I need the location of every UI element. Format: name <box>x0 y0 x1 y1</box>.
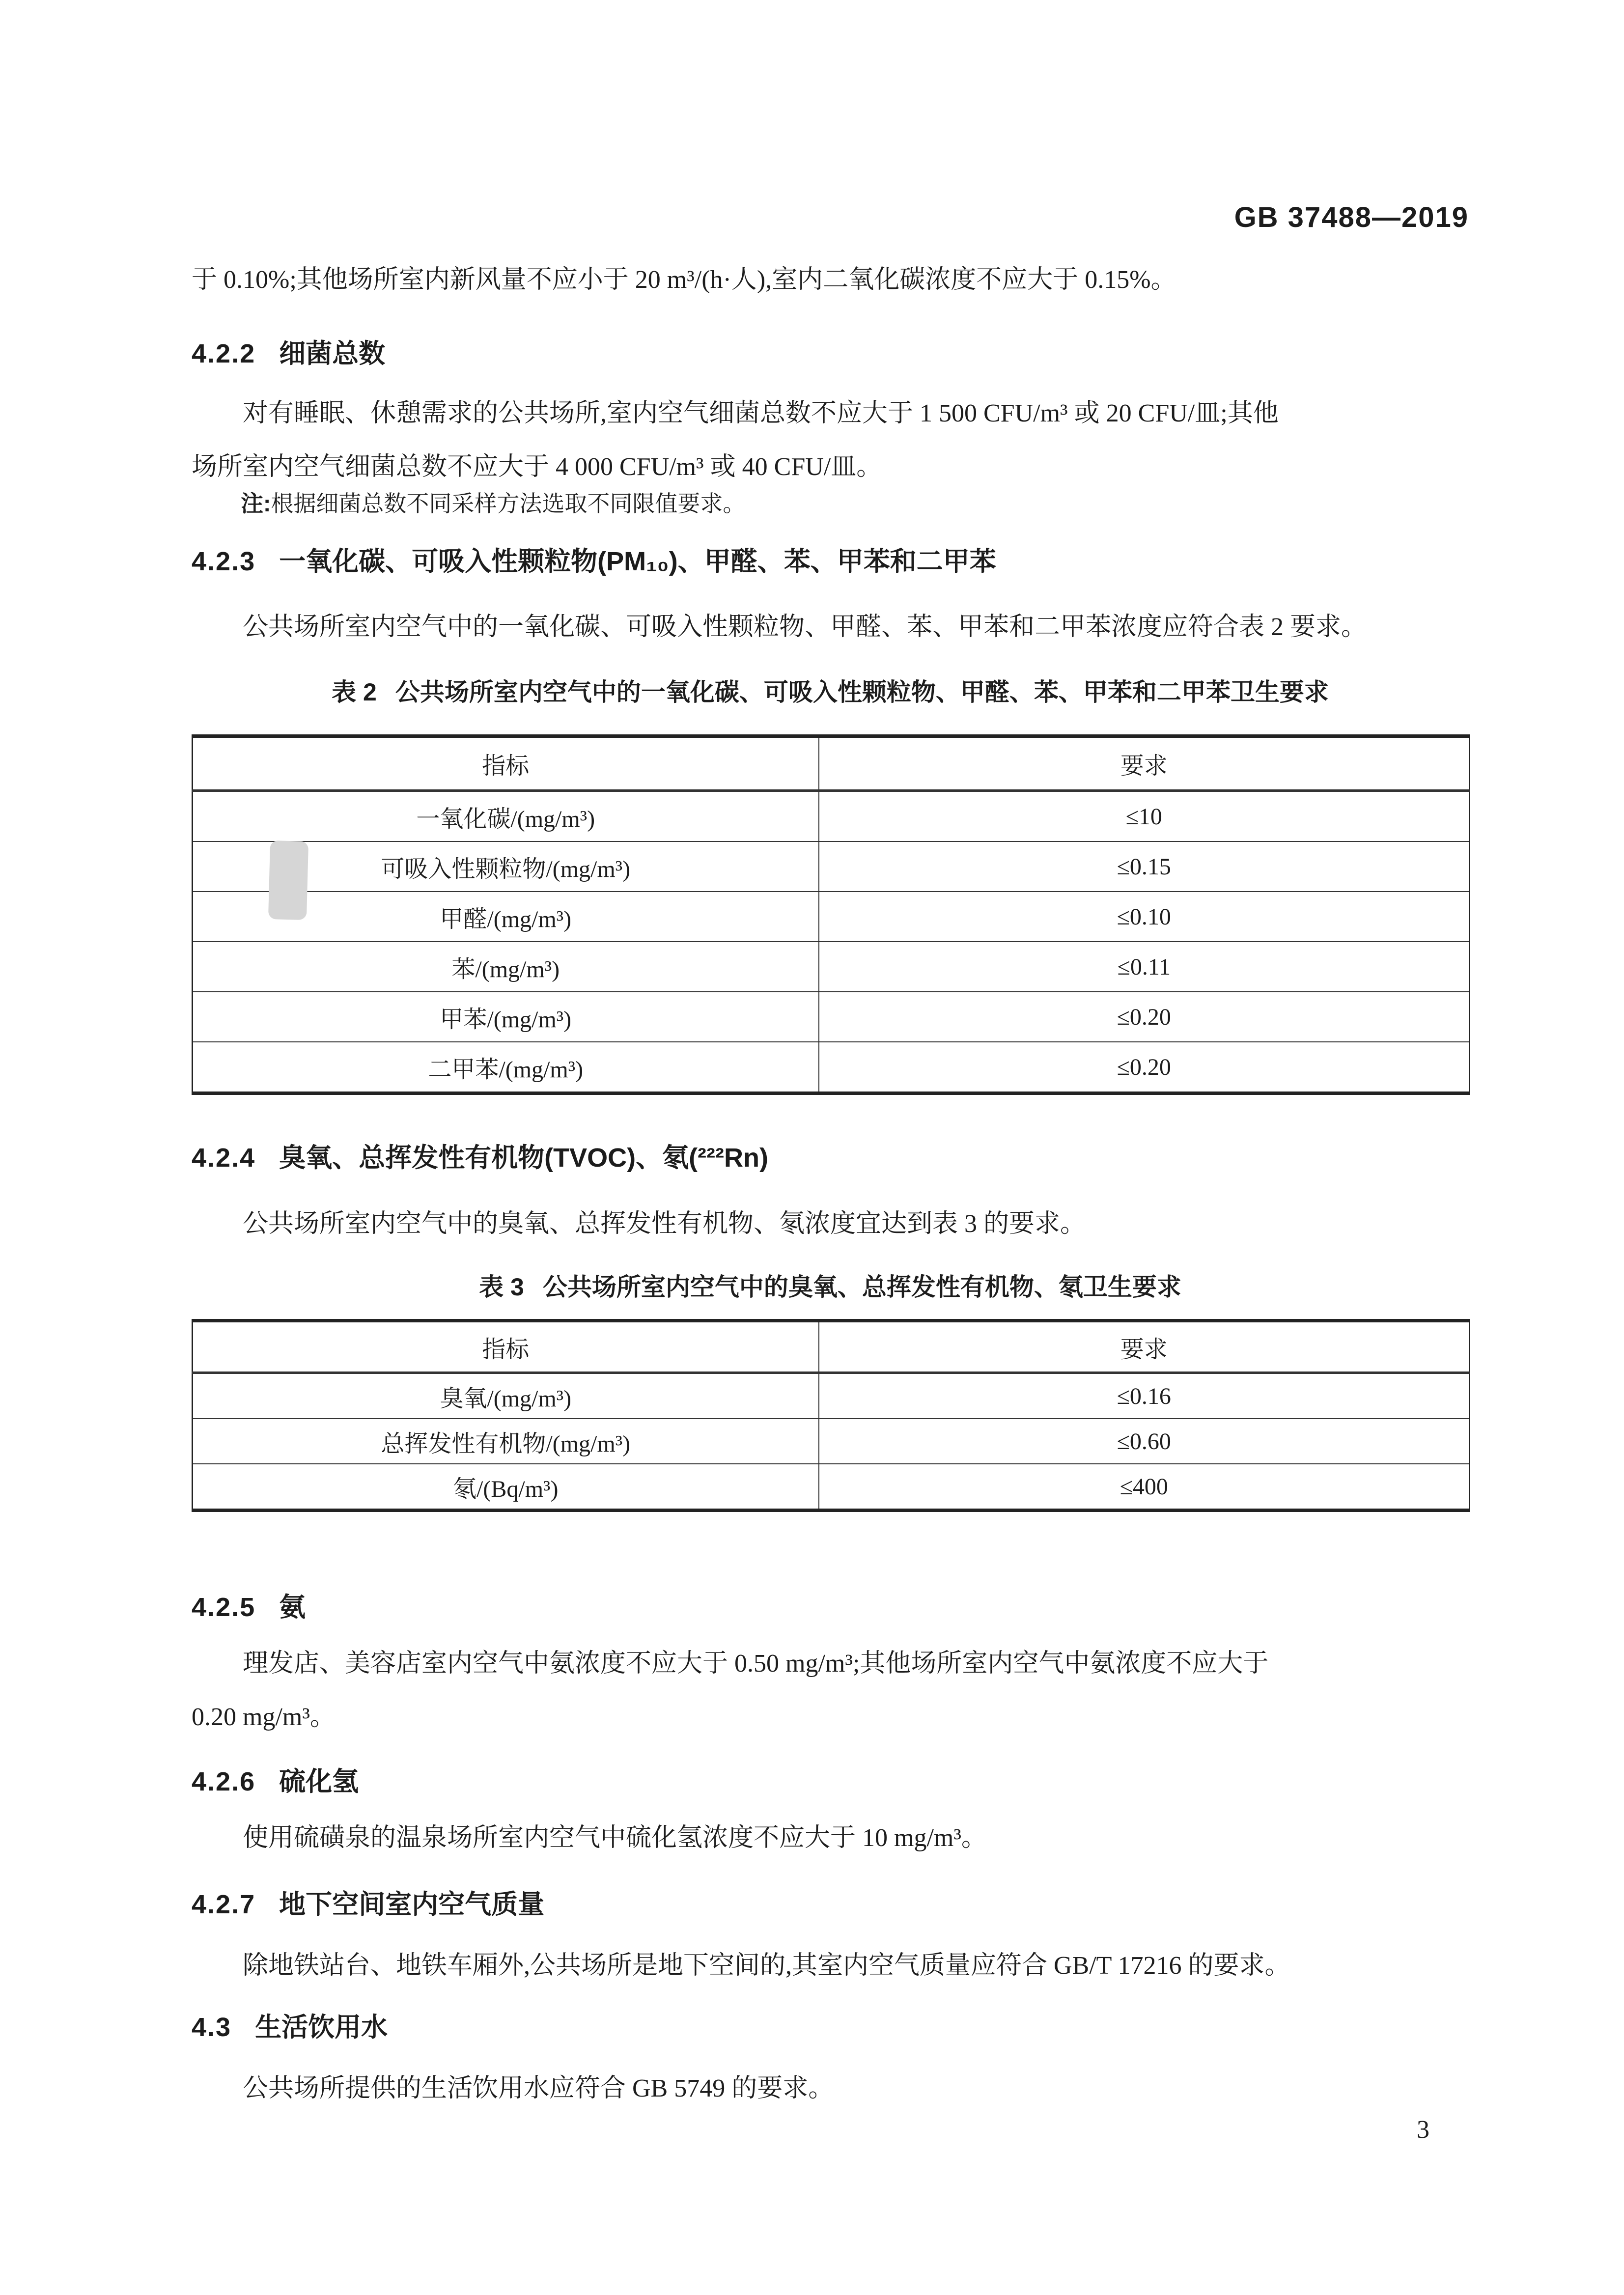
table3-caption <box>192 1271 1469 1303</box>
indicator-cell: 可吸入性颗粒物/(mg/m³) <box>193 841 819 892</box>
paragraph-4-2-3 <box>192 600 1469 654</box>
table-caption-label: 表 2 <box>332 678 377 706</box>
paragraph-line: 公共场所提供的生活饮用水应符合 GB 5749 的要求。 <box>243 2074 834 2102</box>
section-number: 4.3 <box>192 2013 232 2042</box>
indicator-cell: 苯/(mg/m³) <box>193 942 819 992</box>
paragraph-4-2-4 <box>192 1197 1469 1251</box>
requirement-cell: ≤0.15 <box>819 841 1470 892</box>
paragraph-line: 场所室内空气细菌总数不应大于 4 000 CFU/m³ 或 40 CFU/皿。 <box>192 453 882 481</box>
section-heading-4-2-7 <box>192 1887 1469 1922</box>
indicator-cell: 甲苯/(mg/m³) <box>193 992 819 1042</box>
table-row <box>193 992 1470 1042</box>
paragraph-4-2-2 <box>192 387 1469 494</box>
section-heading-4-2-5 <box>192 1590 1469 1624</box>
requirement-cell: ≤0.16 <box>819 1373 1470 1419</box>
requirement-cell: ≤0.11 <box>819 942 1470 992</box>
requirement-cell: ≤0.20 <box>819 1042 1470 1093</box>
table-row <box>193 1419 1470 1464</box>
table-3 <box>192 1319 1470 1512</box>
note-label: 注: <box>241 491 271 516</box>
requirement-cell: ≤0.10 <box>819 892 1470 942</box>
paragraph-4-2-6 <box>192 1811 1469 1865</box>
table2-caption <box>192 676 1469 708</box>
table-row <box>193 942 1470 992</box>
table-header-row <box>193 1321 1470 1373</box>
table-caption-label: 表 3 <box>479 1273 524 1301</box>
intro-paragraph <box>192 253 1469 307</box>
scan-smudge-artifact <box>268 840 308 920</box>
table-row <box>193 841 1470 892</box>
column-header-requirement: 要求 <box>819 1321 1470 1373</box>
paragraph-line: 公共场所室内空气中的一氧化碳、可吸入性颗粒物、甲醛、苯、甲苯和二甲苯浓度应符合表 2 要求。 <box>243 613 1367 641</box>
indicator-cell: 一氧化碳/(mg/m³) <box>193 791 819 842</box>
section-heading-4-2-6 <box>192 1764 1469 1799</box>
doc-number: GB 37488—2019 <box>1234 201 1469 233</box>
section-title: 细菌总数 <box>279 339 386 368</box>
section-title: 硫化氢 <box>279 1767 359 1796</box>
section-heading-4-2-3 <box>192 544 1469 579</box>
indicator-cell: 甲醛/(mg/m³) <box>193 892 819 942</box>
note-text: 根据细菌总数不同采样方法选取不同限值要求。 <box>271 491 746 516</box>
paragraph-line: 公共场所室内空气中的臭氧、总挥发性有机物、氡浓度宜达到表 3 的要求。 <box>243 1210 1086 1238</box>
table-row <box>193 1464 1470 1511</box>
section-number: 4.2.5 <box>192 1593 256 1622</box>
intro-line: 于 0.10%;其他场所室内新风量不应小于 20 m³/(h·人),室内二氧化碳浓度不应大于 0.15%。 <box>192 266 1176 294</box>
column-header-requirement: 要求 <box>819 736 1470 791</box>
section-title: 氨 <box>279 1593 306 1622</box>
indicator-cell: 总挥发性有机物/(mg/m³) <box>193 1419 819 1464</box>
paragraph-4-3 <box>192 2062 1469 2115</box>
table-caption-text: 公共场所室内空气中的臭氧、总挥发性有机物、氡卫生要求 <box>542 1273 1181 1301</box>
indicator-cell: 氡/(Bq/m³) <box>193 1464 819 1511</box>
requirement-cell: ≤0.60 <box>819 1419 1470 1464</box>
paragraph-4-2-7 <box>192 1939 1469 1992</box>
paragraph-line: 对有睡眠、休憩需求的公共场所,室内空气细菌总数不应大于 1 500 CFU/m³ 或 20 CFU/皿;其他 <box>243 399 1279 427</box>
table-header-row <box>193 736 1470 791</box>
column-header-indicator: 指标 <box>193 1321 819 1373</box>
section-title: 地下空间室内空气质量 <box>279 1890 545 1919</box>
requirement-cell: ≤400 <box>819 1464 1470 1511</box>
paragraph-line: 除地铁站台、地铁车厢外,公共场所是地下空间的,其室内空气质量应符合 GB/T 17216 的要求。 <box>243 1952 1290 1980</box>
section-number: 4.2.2 <box>192 339 256 368</box>
table-row <box>193 1373 1470 1419</box>
section-title: 生活饮用水 <box>255 2013 388 2042</box>
section-title: 一氧化碳、可吸入性颗粒物(PM₁₀)、甲醛、苯、甲苯和二甲苯 <box>279 547 996 576</box>
requirement-cell: ≤10 <box>819 791 1470 842</box>
column-header-indicator: 指标 <box>193 736 819 791</box>
indicator-cell: 臭氧/(mg/m³) <box>193 1373 819 1419</box>
paragraph-line: 使用硫磺泉的温泉场所室内空气中硫化氢浓度不应大于 10 mg/m³。 <box>243 1824 987 1852</box>
section-number: 4.2.4 <box>192 1143 256 1173</box>
section-heading-4-3 <box>192 2010 1469 2044</box>
indicator-cell: 二甲苯/(mg/m³) <box>193 1042 819 1093</box>
paragraph-4-2-5 <box>192 1637 1469 1744</box>
requirement-cell: ≤0.20 <box>819 992 1470 1042</box>
page-number: 3 <box>1417 2116 1429 2144</box>
paragraph-line: 理发店、美容店室内空气中氨浓度不应大于 0.50 mg/m³;其他场所室内空气中氨浓度不应大于 <box>243 1650 1269 1678</box>
section-heading-4-2-2 <box>192 336 1469 371</box>
table-row <box>193 791 1470 842</box>
table-row <box>193 892 1470 942</box>
section-number: 4.2.6 <box>192 1767 256 1796</box>
section-number: 4.2.7 <box>192 1890 256 1919</box>
table-row <box>193 1042 1470 1093</box>
table-caption-text: 公共场所室内空气中的一氧化碳、可吸入性颗粒物、甲醛、苯、甲苯和二甲苯卫生要求 <box>395 678 1329 706</box>
table-2 <box>192 734 1470 1095</box>
section-number: 4.2.3 <box>192 547 256 576</box>
section-heading-4-2-4 <box>192 1141 1469 1175</box>
note-4-2-2 <box>192 486 1469 521</box>
paragraph-line: 0.20 mg/m³。 <box>192 1703 336 1732</box>
section-title: 臭氧、总挥发性有机物(TVOC)、氡(²²²Rn) <box>279 1143 768 1173</box>
